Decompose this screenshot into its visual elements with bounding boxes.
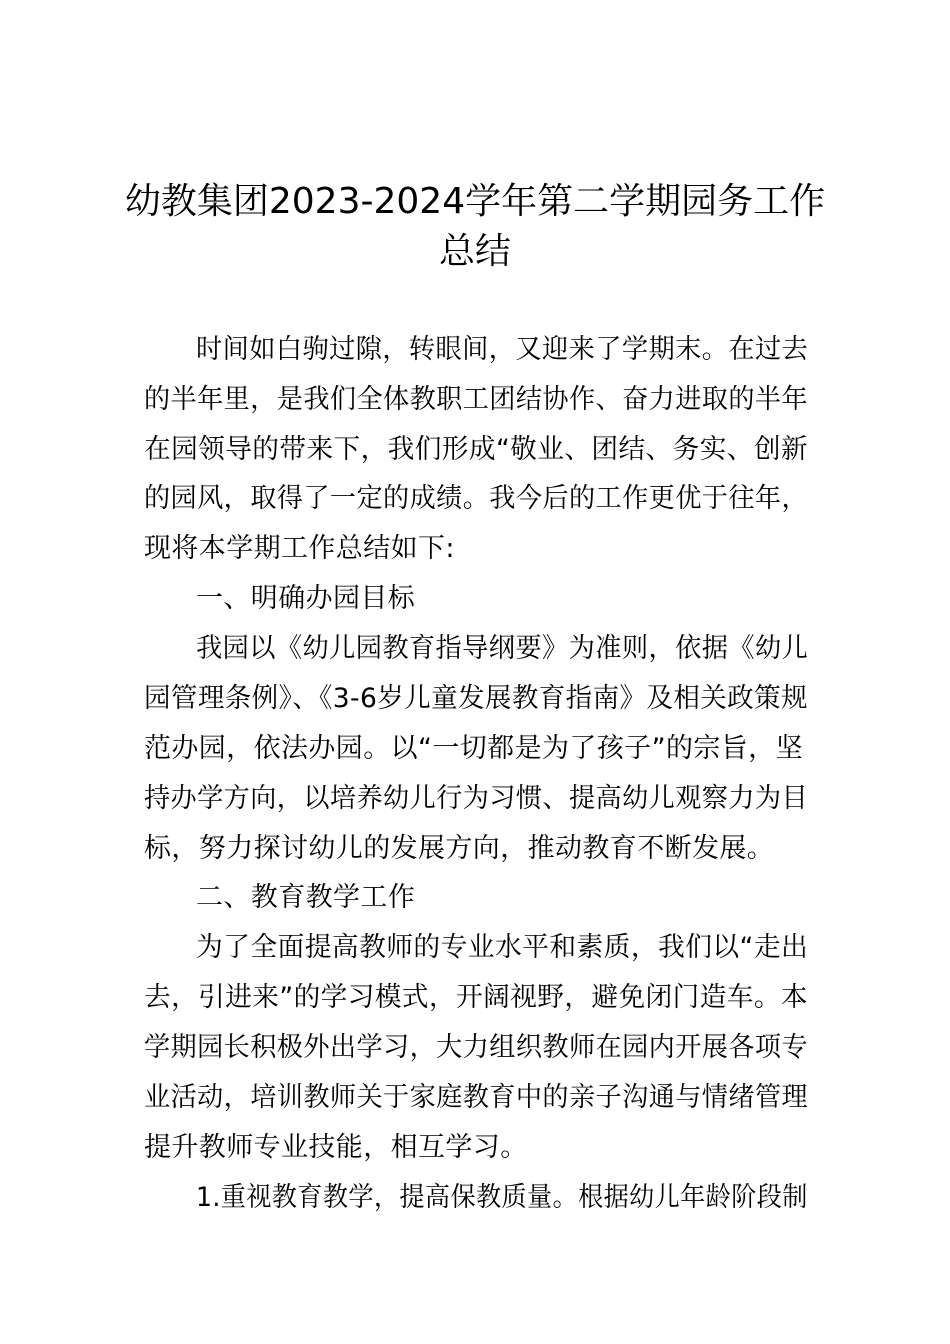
document-title-line-2: 总结	[438, 231, 511, 272]
paragraph-line: 学期园长积极外出学习，大力组织教师在园内开展各项专	[144, 1032, 808, 1063]
paragraph-line: 去，引进来”的学习模式，开阔视野，避免闭门造车。本	[144, 982, 808, 1013]
paragraph-line: 标，努力探讨幼儿的发展方向，推动教育不断发展。	[144, 833, 775, 864]
document-title-line-1: 幼教集团2023-2024学年第二学期园务工作	[124, 181, 826, 222]
paragraph-line: 业活动，培训教师关于家庭教育中的亲子沟通与情绪管理	[144, 1082, 808, 1113]
paragraph-line: 范办园，依法办园。以“一切都是为了孩子”的宗旨，坚	[144, 733, 803, 764]
paragraph-line: 持办学方向，以培养幼儿行为习惯、提高幼儿观察力为目	[144, 783, 808, 814]
paragraph-line: 时间如白驹过隙，转眼间，又迎来了学期末。在过去	[196, 334, 809, 365]
section-heading: 一、明确办园目标	[196, 583, 416, 614]
paragraph-line: 的半年里，是我们全体教职工团结协作、奋力进取的半年	[144, 384, 808, 415]
paragraph-line: 在园领导的带来下，我们形成“敬业、团结、务实、创新	[144, 434, 808, 465]
paragraph-line: 的园风，取得了一定的成绩。我今后的工作更优于往年，	[144, 483, 808, 514]
paragraph-line: 园管理条例》、《3-6岁儿童发展教育指南》及相关政策规	[144, 683, 808, 714]
paragraph-line: 为了全面提高教师的专业水平和素质，我们以“走出	[196, 932, 809, 963]
paragraph-line: 我园以《幼儿园教育指导纲要》为准则，依据《幼儿	[196, 633, 809, 664]
section-heading: 二、教育教学工作	[196, 882, 416, 913]
paragraph-line: 提升教师专业技能，相互学习。	[144, 1132, 528, 1163]
paragraph-line: 现将本学期工作总结如下:	[144, 533, 455, 564]
paragraph-line: 1.重视教育教学，提高保教质量。根据幼儿年龄阶段制	[196, 1182, 808, 1213]
